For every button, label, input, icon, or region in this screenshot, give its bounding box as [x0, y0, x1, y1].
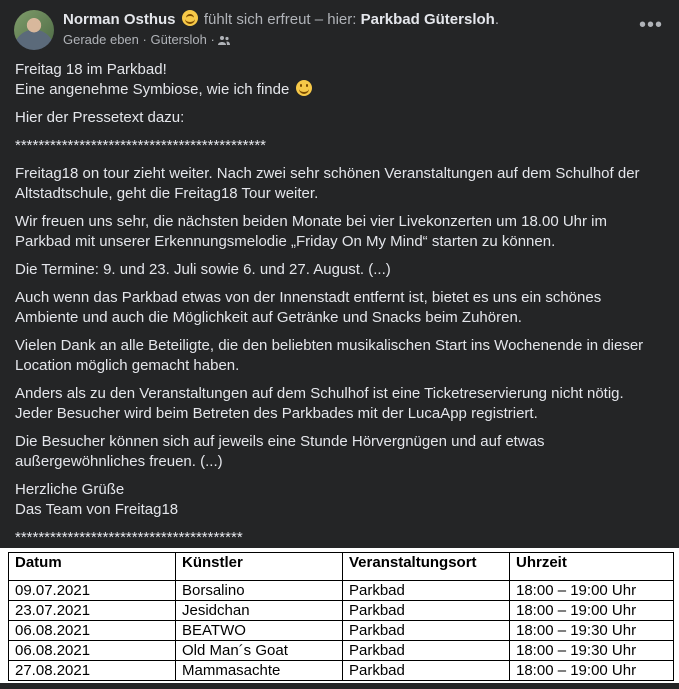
cell-time: 18:00 – 19:00 Uhr	[510, 581, 674, 601]
author-line	[63, 10, 499, 28]
post-line-2: Eine angenehme Symbiose, wie ich finde	[15, 81, 290, 98]
author-name[interactable]: Norman Osthus	[63, 11, 176, 28]
friends-icon[interactable]	[218, 35, 230, 45]
paragraph-7: Die Besucher können sich auf jeweils eine Stunde Hörvergnügen und auf etwas außergewöhnliches freuen. (...)	[15, 433, 545, 470]
bottom-edge	[0, 683, 679, 689]
header-kuenstler: Künstler	[176, 553, 343, 581]
greeting	[15, 480, 665, 520]
cell-artist: BEATWO	[176, 621, 343, 641]
place-link[interactable]: Parkbad Gütersloh	[360, 11, 495, 28]
meta-separator-2: ·	[210, 32, 215, 47]
cell-venue: Parkbad	[343, 581, 510, 601]
paragraph-5: Vielen Dank an alle Beteiligte, die den beliebten musikalischen Start ins Wochenende in dieser Location möglich gemacht haben.	[15, 337, 644, 374]
header-uhrzeit: Uhrzeit	[510, 553, 674, 581]
schedule-image[interactable]	[0, 548, 679, 689]
post-meta	[63, 32, 230, 47]
post-intro	[15, 60, 665, 100]
cell-artist: Old Man´s Goat	[176, 641, 343, 661]
cell-venue: Parkbad	[343, 661, 510, 681]
table-row	[9, 641, 674, 661]
feeling-text: fühlt sich erfreut – hier:	[203, 11, 357, 28]
table-row	[9, 581, 674, 601]
paragraph-1: Freitag18 on tour zieht weiter. Nach zwei sehr schönen Veranstaltungen auf dem Schulhof der Altstadtschule, geht die Freitag18 Tour weiter.	[15, 165, 640, 202]
cell-date: 27.08.2021	[9, 661, 176, 681]
header-ort: Veranstaltungsort	[343, 553, 510, 581]
table-row	[9, 621, 674, 641]
paragraph-2: Wir freuen uns sehr, die nächsten beiden Monate bei vier Livekonzerten um 18.00 Uhr im Parkbad mit unserer Erkennungsmelodie „Friday On My Mind“ starten zu können.	[15, 213, 607, 250]
post-header	[14, 8, 665, 52]
header-datum: Datum	[9, 553, 176, 581]
table-row	[9, 601, 674, 621]
cell-artist: Jesidchan	[176, 601, 343, 621]
press-intro: Hier der Pressetext dazu:	[15, 109, 185, 126]
cell-venue: Parkbad	[343, 641, 510, 661]
grinning-face-icon	[182, 10, 198, 26]
smiling-face-icon	[296, 80, 312, 96]
cell-time: 18:00 – 19:30 Uhr	[510, 621, 674, 641]
stars-divider-bottom: ***************************************	[15, 529, 243, 546]
cell-date: 06.08.2021	[9, 641, 176, 661]
schedule-table	[8, 552, 674, 681]
cell-time: 18:00 – 19:30 Uhr	[510, 641, 674, 661]
post-text	[15, 60, 665, 556]
paragraph-4: Auch wenn das Parkbad etwas von der Innenstadt entfernt ist, bietet es uns ein schönes Ambiente und auch die Möglichkeit auf Getränke und Snacks beim Zuhören.	[15, 289, 602, 326]
stars-divider-top: *******************************************	[15, 137, 267, 154]
cell-venue: Parkbad	[343, 621, 510, 641]
cell-date: 09.07.2021	[9, 581, 176, 601]
cell-artist: Borsalino	[176, 581, 343, 601]
greeting-line-1: Herzliche Grüße	[15, 481, 125, 498]
more-options-icon[interactable]: •••	[639, 14, 664, 36]
cell-time: 18:00 – 19:00 Uhr	[510, 601, 674, 621]
paragraph-3: Die Termine: 9. und 23. Juli sowie 6. und 27. August. (...)	[15, 261, 391, 278]
meta-separator: ·	[142, 32, 147, 47]
cell-date: 06.08.2021	[9, 621, 176, 641]
cell-time: 18:00 – 19:00 Uhr	[510, 661, 674, 681]
avatar[interactable]	[14, 10, 54, 50]
cell-artist: Mammasachte	[176, 661, 343, 681]
greeting-line-2: Das Team von Freitag18	[15, 501, 179, 518]
table-row	[9, 661, 674, 681]
cell-venue: Parkbad	[343, 601, 510, 621]
paragraph-6: Anders als zu den Veranstaltungen auf dem Schulhof ist eine Ticketreservierung nicht nötig. Jeder Besucher wird beim Betreten des Parkbades mit der LucaApp registriert.	[15, 385, 624, 422]
post-time[interactable]: Gerade eben	[63, 32, 139, 47]
place-suffix: .	[494, 11, 499, 28]
post-location[interactable]: Gütersloh	[150, 32, 207, 47]
table-header-row	[9, 553, 674, 581]
cell-date: 23.07.2021	[9, 601, 176, 621]
post-line-1: Freitag 18 im Parkbad!	[15, 61, 167, 78]
